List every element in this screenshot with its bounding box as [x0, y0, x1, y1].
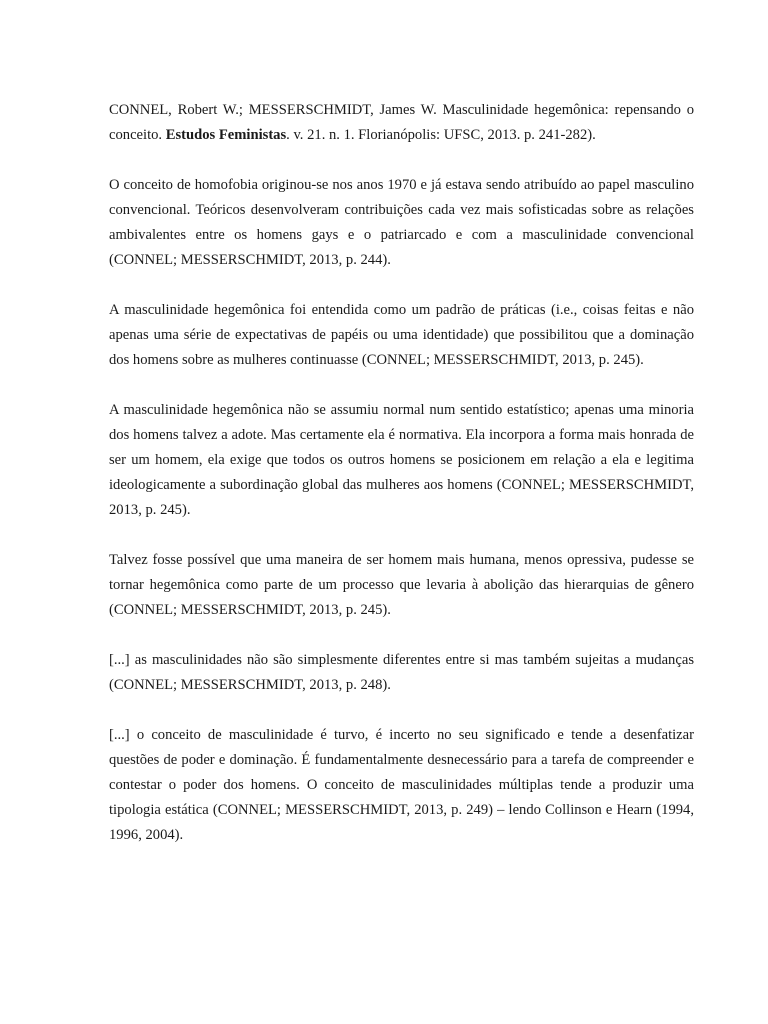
paragraph-mudancas: [...] as masculinidades não são simplesmente diferentes entre si mas também sujeitas a mudanças (CONNEL; MESSERSCHMIDT, 2013, p. 248).	[109, 652, 694, 693]
reference-citation	[109, 98, 694, 148]
paragraph-homofobia: O conceito de homofobia originou-se nos anos 1970 e já estava sendo atribuído ao papel masculino convencional. Teóricos desenvolveram contribuições cada vez mais sofisticadas sobre as relações ambivalentes entre os homens gays e o patriarcado e com a masculinidade convencional (CONNEL; MESSERSCHMIDT, 2013, p. 244).	[109, 177, 694, 268]
document-page	[109, 98, 694, 873]
reference-text-end: . v. 21. n. 1. Florianópolis: UFSC, 2013. p. 241-282).	[286, 127, 596, 143]
reference-text-start: CONNEL, Robert W.; MESSERSCHMIDT, James W. Masculinidade hegemônica: repensando o conceito.	[109, 102, 694, 143]
paragraph-conceito-turvo: [...] o conceito de masculinidade é turvo, é incerto no seu significado e tende a desenfatizar questões de poder e dominação. É fundamentalmente desnecessário para a tarefa de compreender e contestar o poder dos homens. O conceito de masculinidades múltiplas tende a produzir uma tipologia estática (CONNEL; MESSERSCHMIDT, 2013, p. 249) – lendo Collinson e Hearn (1994, 1996, 2004).	[109, 727, 694, 843]
paragraph-abolicao-hierarquias: Talvez fosse possível que uma maneira de ser homem mais humana, menos opressiva, pudesse se tornar hegemônica como parte de um processo que levaria à abolição das hierarquias de gênero (CONNEL; MESSERSCHMIDT, 2013, p. 245).	[109, 552, 694, 618]
reference-journal-title: Estudos Feministas	[165, 127, 287, 143]
paragraph-padrao-praticas: A masculinidade hegemônica foi entendida como um padrão de práticas (i.e., coisas feitas e não apenas uma série de expectativas de papéis ou uma identidade) que possibilitou que a dominação dos homens sobre as mulheres continuasse (CONNEL; MESSERSCHMIDT, 2013, p. 245).	[109, 302, 694, 368]
paragraph-normativa: A masculinidade hegemônica não se assumiu normal num sentido estatístico; apenas uma minoria dos homens talvez a adote. Mas certamente ela é normativa. Ela incorpora a forma mais honrada de ser um homem, ela exige que todos os outros homens se posicionem em relação a ela e legitima ideologicamente a subordinação global das mulheres aos homens (CONNEL; MESSERSCHMIDT, 2013, p. 245).	[109, 402, 694, 518]
